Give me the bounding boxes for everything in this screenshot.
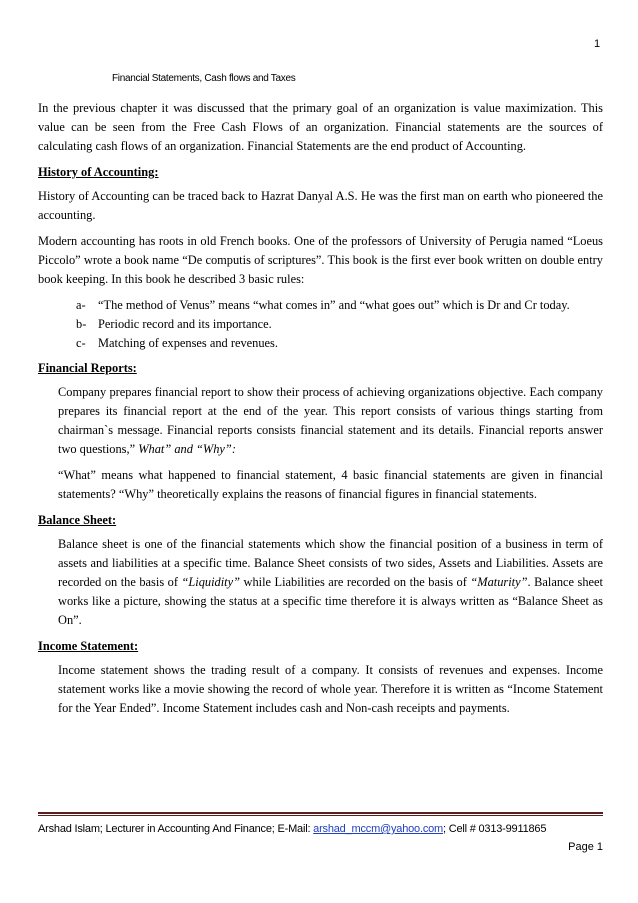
history-paragraph-2: Modern accounting has roots in old French books. One of the professors of University of Perugia named “Loeus Piccolo” wrote a book name “De computis of scriptures”. This book is the first ever book written on double entry book keeping. In this book he described 3 basic rules: bbox=[38, 234, 603, 286]
document-body bbox=[38, 99, 603, 725]
financial-reports-text: Company prepares financial report to show their process of achieving organizations objective. Each company prepares its financial report at the end of the year. This report consists of various things starting from chairman`s message. Financial reports consists financial statement and its details. Financial reports answer two questions,” bbox=[58, 385, 603, 456]
financial-reports-paragraph-1 bbox=[58, 383, 603, 459]
income-statement-paragraph: Income statement shows the trading result of a company. It consists of revenues and expenses. Income statement works like a movie showing the record of whole year. Therefore it is written as “Income Statement for the Year Ended”. Income Statement includes cash and Non-cash receipts and payments. bbox=[58, 663, 603, 715]
financial-reports-paragraph-2: “What” means what happened to financial statement, 4 basic financial statements are given in financial statements? “Why” theoretically explains the reasons of financial figures in financial statements. bbox=[58, 468, 603, 501]
footer-rule-thin bbox=[38, 815, 603, 816]
footer-suffix: ; Cell # 0313-9911865 bbox=[443, 823, 547, 835]
income-statement-heading: Income Statement: bbox=[38, 639, 139, 653]
balance-sheet-heading: Balance Sheet: bbox=[38, 513, 117, 527]
page-number-top: 1 bbox=[594, 38, 601, 50]
list-item-text: Periodic record and its importance. bbox=[98, 317, 272, 331]
list-item bbox=[76, 334, 603, 353]
footer-prefix: Arshad Islam; Lecturer in Accounting And Finance; E-Mail: bbox=[38, 823, 314, 835]
email-link[interactable]: arshad_mccm@yahoo.com bbox=[313, 823, 444, 835]
liquidity-emphasis: “Liquidity” bbox=[181, 575, 240, 589]
intro-paragraph: In the previous chapter it was discussed that the primary goal of an organization is value maximization. This value can be seen from the Free Cash Flows of an organization. Financial statements are the sources of calculating cash flows of an organization. Financial Statements are the end product of Accounting. bbox=[38, 101, 603, 153]
list-item bbox=[76, 296, 603, 315]
header-title: Financial Statements, Cash flows and Taxes bbox=[112, 73, 296, 84]
footer bbox=[38, 823, 603, 835]
list-item-text: “The method of Venus” means “what comes in” and “what goes out” which is Dr and Cr today. bbox=[98, 298, 570, 312]
balance-sheet-paragraph bbox=[58, 535, 603, 630]
history-heading: History of Accounting: bbox=[38, 165, 159, 179]
history-paragraph-1: History of Accounting can be traced back to Hazrat Danyal A.S. He was the first man on earth who pioneered the accounting. bbox=[38, 189, 603, 222]
balance-sheet-text-a: Balance sheet is one of the financial statements which show the financial position of a business in term of assets and liabilities at a specific time. Balance Sheet consists of two sides, Assets and Liabilities. Assets are recorded on the basis of bbox=[58, 537, 603, 589]
list-marker: b- bbox=[76, 317, 87, 331]
rules-list bbox=[38, 296, 603, 353]
list-item-text: Matching of expenses and revenues. bbox=[98, 336, 278, 350]
balance-sheet-text-c: . Balance sheet works like a picture, showing the status at a specific time therefore it is always written as “Balance Sheet as On”. bbox=[58, 575, 603, 627]
balance-sheet-text-b: while Liabilities are recorded on the basis of bbox=[240, 575, 471, 589]
page-label: Page 1 bbox=[568, 841, 603, 853]
list-item bbox=[76, 315, 603, 334]
list-marker: a- bbox=[76, 298, 86, 312]
financial-reports-heading: Financial Reports: bbox=[38, 361, 137, 375]
what-why-emphasis: What” and “Why”: bbox=[135, 442, 236, 456]
footer-rule bbox=[38, 812, 603, 814]
list-marker: c- bbox=[76, 336, 86, 350]
maturity-emphasis: “Maturity” bbox=[470, 575, 528, 589]
